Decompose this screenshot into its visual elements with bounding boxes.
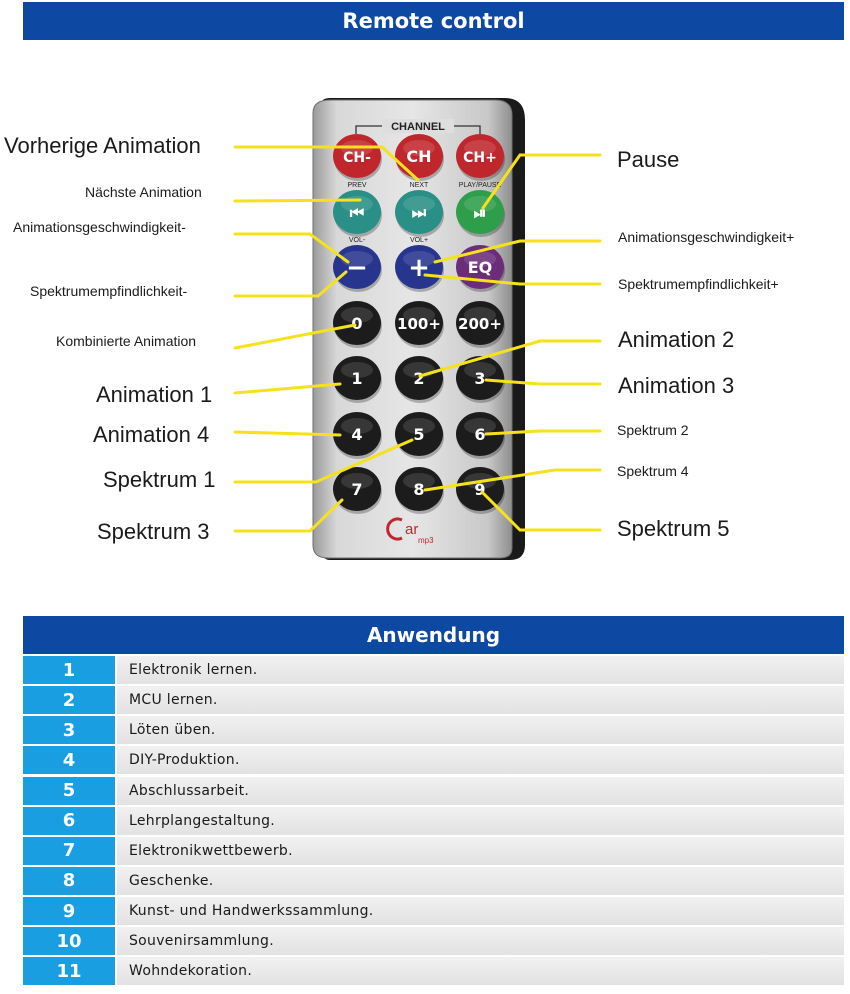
label-spectrum-1: Spektrum 1 xyxy=(103,467,216,492)
remote-buttons xyxy=(333,134,505,514)
button-200-plus-label: 200+ xyxy=(458,315,502,333)
button-4-label: 4 xyxy=(351,425,363,444)
button-9-label: 9 xyxy=(474,480,486,499)
table-row xyxy=(23,686,844,714)
row-number: 2 xyxy=(23,686,115,714)
button-1-label: 1 xyxy=(351,369,363,388)
row-number: 9 xyxy=(23,897,115,925)
row-text: Löten üben. xyxy=(117,716,844,744)
table-row xyxy=(23,807,844,835)
label-combined-animation: Kombinierte Animation xyxy=(56,333,197,349)
button-0-label: 0 xyxy=(351,314,363,333)
label-spectrum-sensitivity-minus: Spektrumempfindlichkeit- xyxy=(30,283,188,299)
row-text: Kunst- und Handwerkssammlung. xyxy=(117,897,844,925)
button-2-label: 2 xyxy=(413,369,425,388)
button-7-label: 7 xyxy=(351,480,363,499)
ch-plus-button-label: CH+ xyxy=(463,150,497,166)
ch-minus-button-label: CH- xyxy=(343,150,371,166)
logo-text: ar xyxy=(405,521,419,538)
row-text: Wohndekoration. xyxy=(117,957,844,985)
applications-table xyxy=(23,656,844,988)
table-row xyxy=(23,716,844,744)
button-8-label: 8 xyxy=(413,480,425,499)
label-spectrum-sensitivity-plus: Spektrumempfindlichkeit+ xyxy=(618,276,779,292)
row-number: 8 xyxy=(23,867,115,895)
row-text: MCU lernen. xyxy=(117,686,844,714)
label-animation-4: Animation 4 xyxy=(93,422,210,447)
label-animation-1: Animation 1 xyxy=(96,382,213,407)
table-row xyxy=(23,897,844,925)
table-row xyxy=(23,777,844,805)
label-next-animation: Nächste Animation xyxy=(85,184,202,200)
table-title: Anwendung xyxy=(23,616,844,654)
next-button-label: ⏭ xyxy=(411,203,427,222)
table-row xyxy=(23,746,844,774)
button-3-label: 3 xyxy=(474,369,486,388)
row-number: 5 xyxy=(23,777,115,805)
button-5-label: 5 xyxy=(413,425,425,444)
label-previous-animation: Vorherige Animation xyxy=(4,133,201,158)
row-text: Souvenirsammlung. xyxy=(117,927,844,955)
label-animation-speed-plus: Animationsgeschwindigkeit+ xyxy=(618,229,795,245)
row-text: Lehrplangestaltung. xyxy=(117,807,844,835)
button-6-label: 6 xyxy=(474,425,486,444)
row-number: 7 xyxy=(23,837,115,865)
table-row xyxy=(23,957,844,985)
prev-label: PREV xyxy=(347,182,367,189)
label-animation-3: Animation 3 xyxy=(618,373,735,398)
row-number: 4 xyxy=(23,746,115,774)
label-animation-2: Animation 2 xyxy=(618,327,735,352)
row-number: 10 xyxy=(23,927,115,955)
label-pause: Pause xyxy=(617,147,680,172)
row-number: 6 xyxy=(23,807,115,835)
prev-button-label: ⏮ xyxy=(349,203,365,222)
channel-label: CHANNEL xyxy=(391,121,445,133)
page-title: Remote control xyxy=(23,2,844,40)
table-row xyxy=(23,927,844,955)
table-row xyxy=(23,656,844,684)
callout-line xyxy=(235,200,360,201)
eq-button-label: EQ xyxy=(467,258,493,277)
label-animation-speed-minus: Animationsgeschwindigkeit- xyxy=(13,219,186,235)
vol-plus-label: VOL+ xyxy=(409,237,429,244)
play-pause-button-label: ⏯ xyxy=(473,203,487,222)
ch-button-label: CH xyxy=(406,147,432,166)
play-pause-label: PLAY/PAUSE xyxy=(458,182,502,189)
label-spectrum-4: Spektrum 4 xyxy=(617,463,689,479)
vol-minus-label: VOL- xyxy=(348,237,366,244)
button-100-plus-label: 100+ xyxy=(397,315,441,333)
row-number: 1 xyxy=(23,656,115,684)
table-row xyxy=(23,837,844,865)
row-text: Geschenke. xyxy=(117,867,844,895)
vol-minus-button-label: − xyxy=(346,253,368,283)
table-row xyxy=(23,867,844,895)
label-spectrum-2: Spektrum 2 xyxy=(617,422,689,438)
label-spectrum-5: Spektrum 5 xyxy=(617,516,730,541)
row-number: 11 xyxy=(23,957,115,985)
label-spectrum-3: Spektrum 3 xyxy=(97,519,210,544)
row-text: DIY-Produktion. xyxy=(117,746,844,774)
row-text: Abschlussarbeit. xyxy=(117,777,844,805)
vol-plus-button-label: + xyxy=(408,253,430,283)
row-text: Elektronik lernen. xyxy=(117,656,844,684)
logo-sub: mp3 xyxy=(418,536,434,545)
next-label: NEXT xyxy=(409,182,429,189)
row-text: Elektronikwettbewerb. xyxy=(117,837,844,865)
row-number: 3 xyxy=(23,716,115,744)
